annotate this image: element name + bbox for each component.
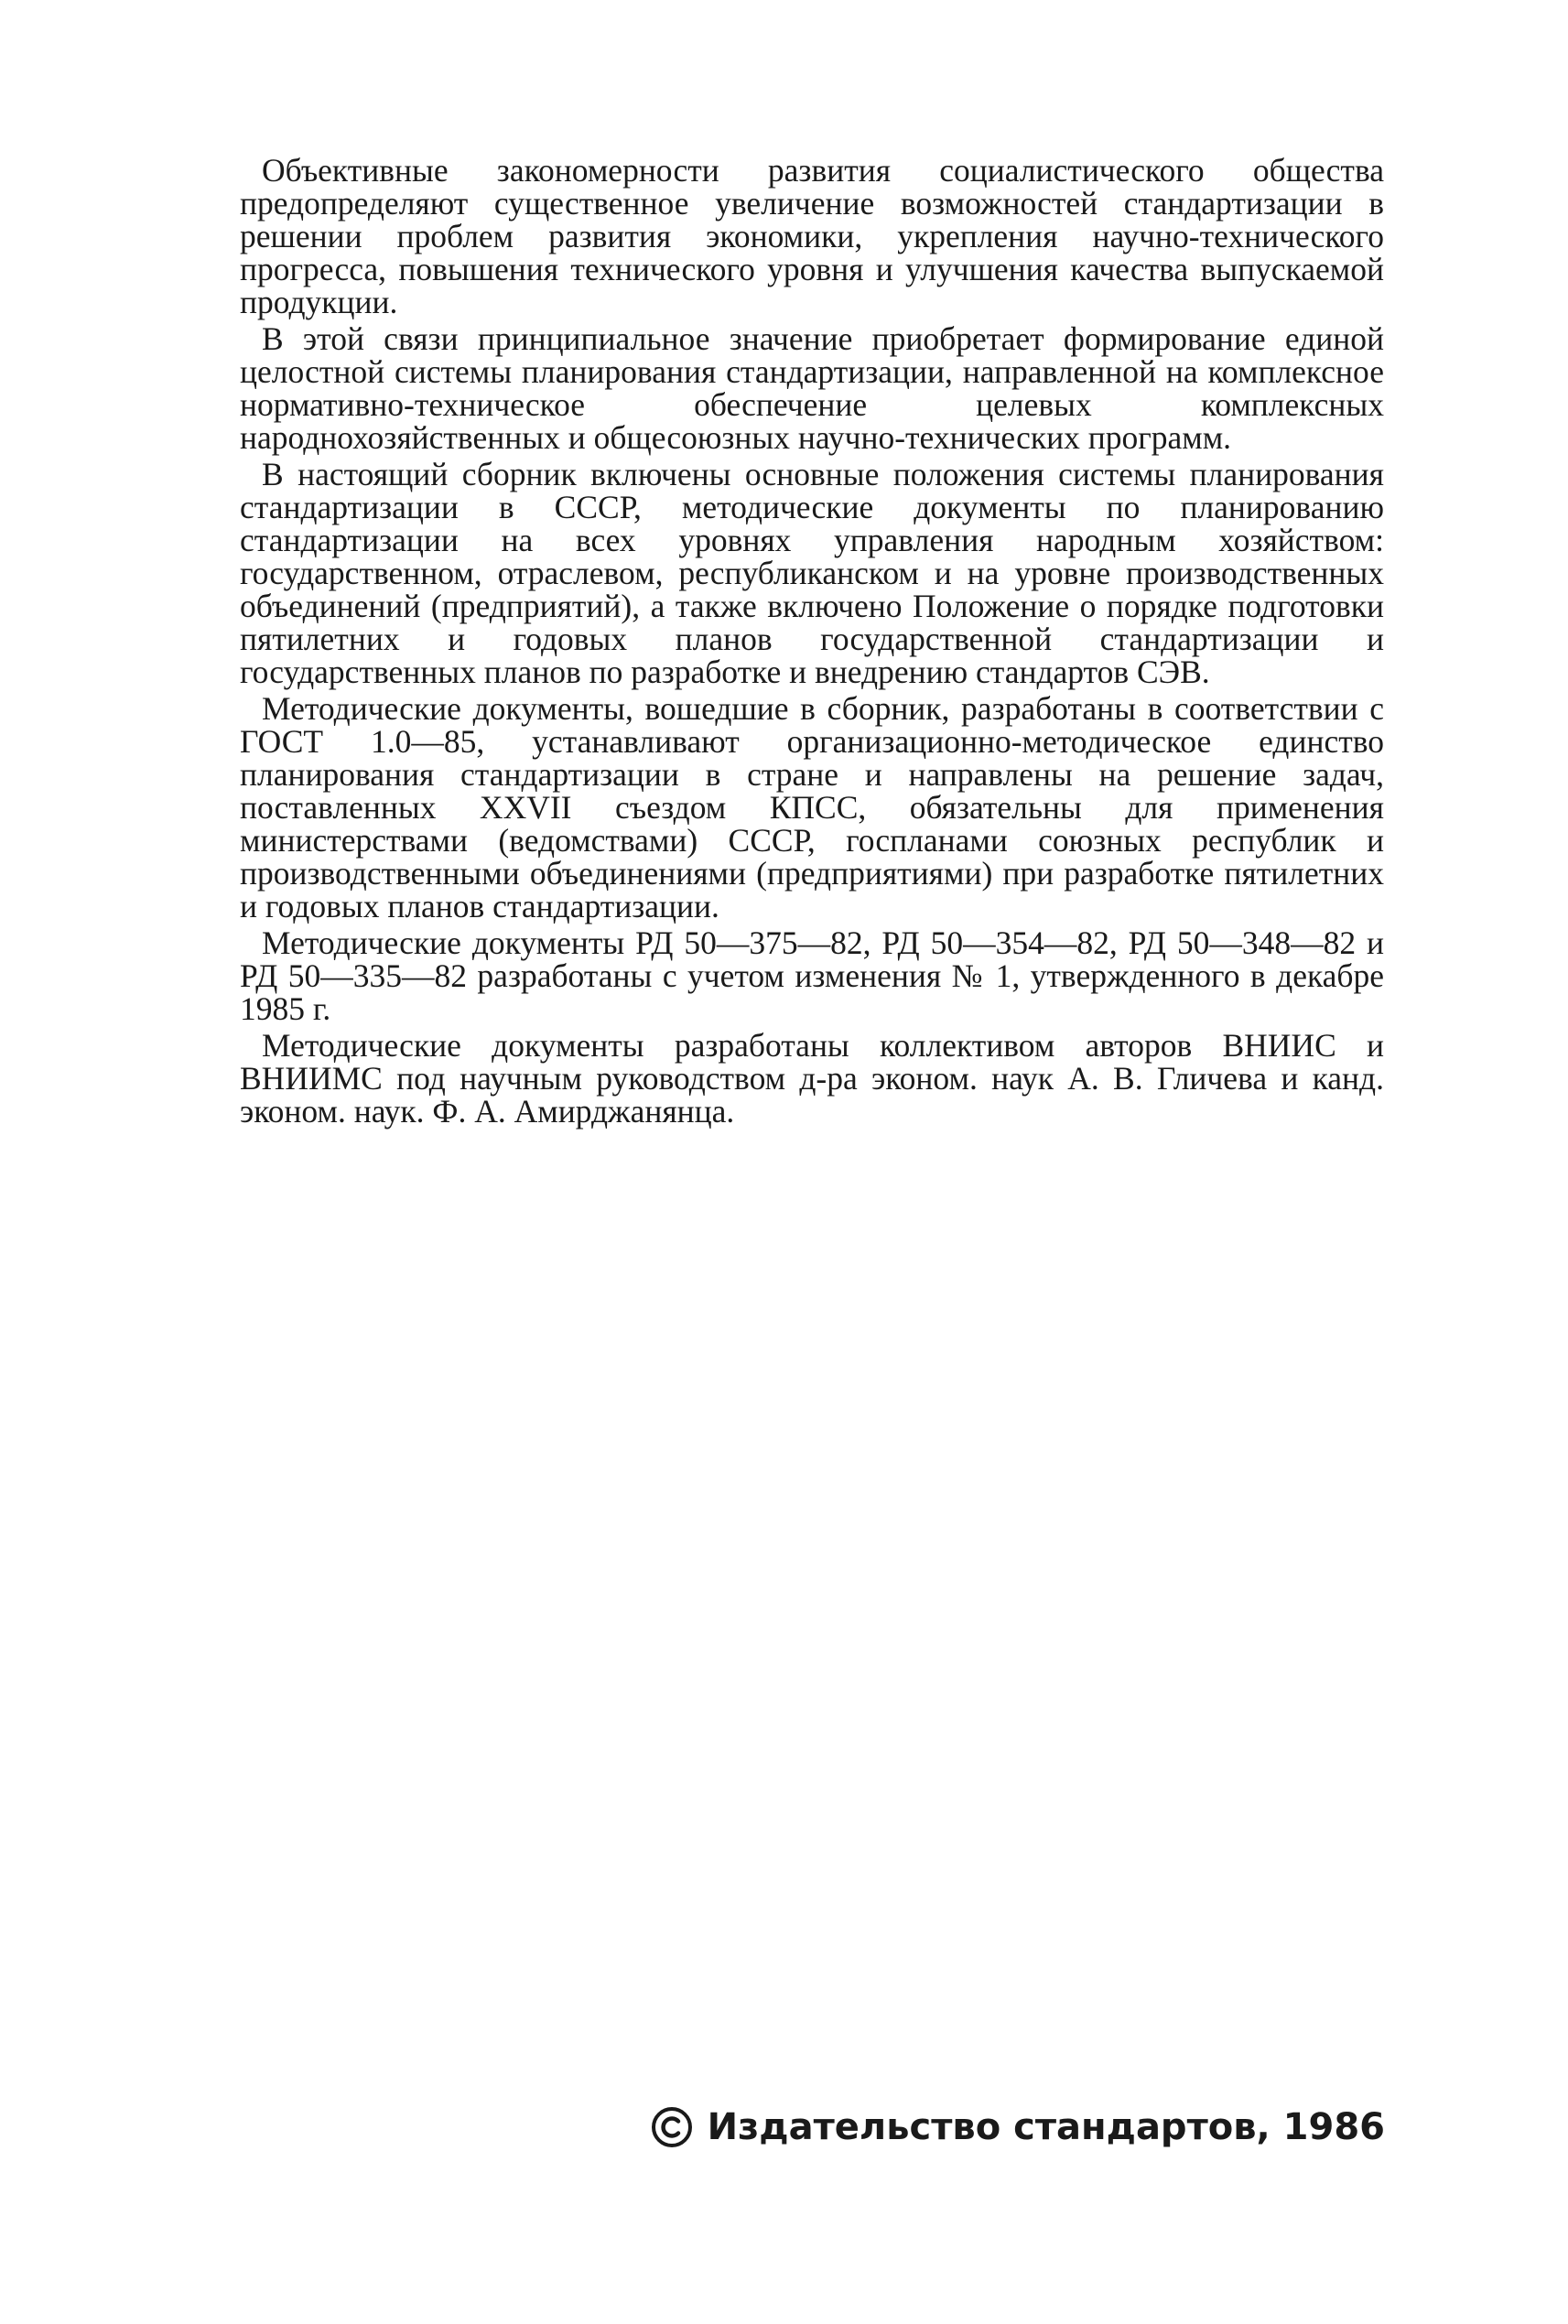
- imprint-text: Издательство стандартов, 1986: [707, 2106, 1385, 2148]
- body-text: [240, 154, 1384, 1131]
- paragraph-4: Методические документы, вошедшие в сборник, разработаны в соответствии с ГОСТ 1.0—85, устанавливают организационно-методическое единство планирования стандартизации в стране и направлены на решение задач, поставленных XXVII съездом КПСС, обязательны для применения министерствами (ведомствами) СССР, госпланами союзных республик и производственными объединениями (предприятиями) при разработке пятилетних и годовых планов стандартизации.: [240, 690, 1384, 924]
- paragraph-6: Методические документы разработаны коллективом авторов ВНИИС и ВНИИМС под научным руководством д-ра эконом. наук А. В. Гличева и канд. эконом. наук. Ф. А. Амирджанянца.: [240, 1027, 1384, 1130]
- paragraph-5: Методические документы РД 50—375—82, РД 50—354—82, РД 50—348—82 и РД 50—335—82 разработаны с учетом изменения № 1, утвержденного в декабре 1985 г.: [240, 924, 1384, 1027]
- paragraph-1: Объективные закономерности развития социалистического общества предопределяют существенное увеличение возможностей стандартизации в решении проблем развития экономики, укрепления научно-технического прогресса, повышения технического уровня и улучшения качества выпускаемой продукции.: [240, 152, 1384, 320]
- paragraph-3: В настоящий сборник включены основные положения системы планирования стандартизации в СССР, методические документы по планированию стандартизации на всех уровнях управления народным хозяйством: государственном, отраслевом, республиканском и на уровне производственных объединений (предприятий), а также включено Положение о порядке подготовки пятилетних и годовых планов государственной стандартизации и государственных планов по разработке и внедрению стандартов СЭВ.: [240, 456, 1384, 690]
- paragraph-2: В этой связи принципиальное значение приобретает формирование единой целостной системы планирования стандартизации, направленной на комплексное нормативно-техническое обеспечение целевых комплексных народнохозяйственных и общесоюзных научно-технических программ.: [240, 320, 1384, 456]
- publisher-imprint: [649, 2103, 1385, 2151]
- copyright-icon: [649, 2104, 695, 2150]
